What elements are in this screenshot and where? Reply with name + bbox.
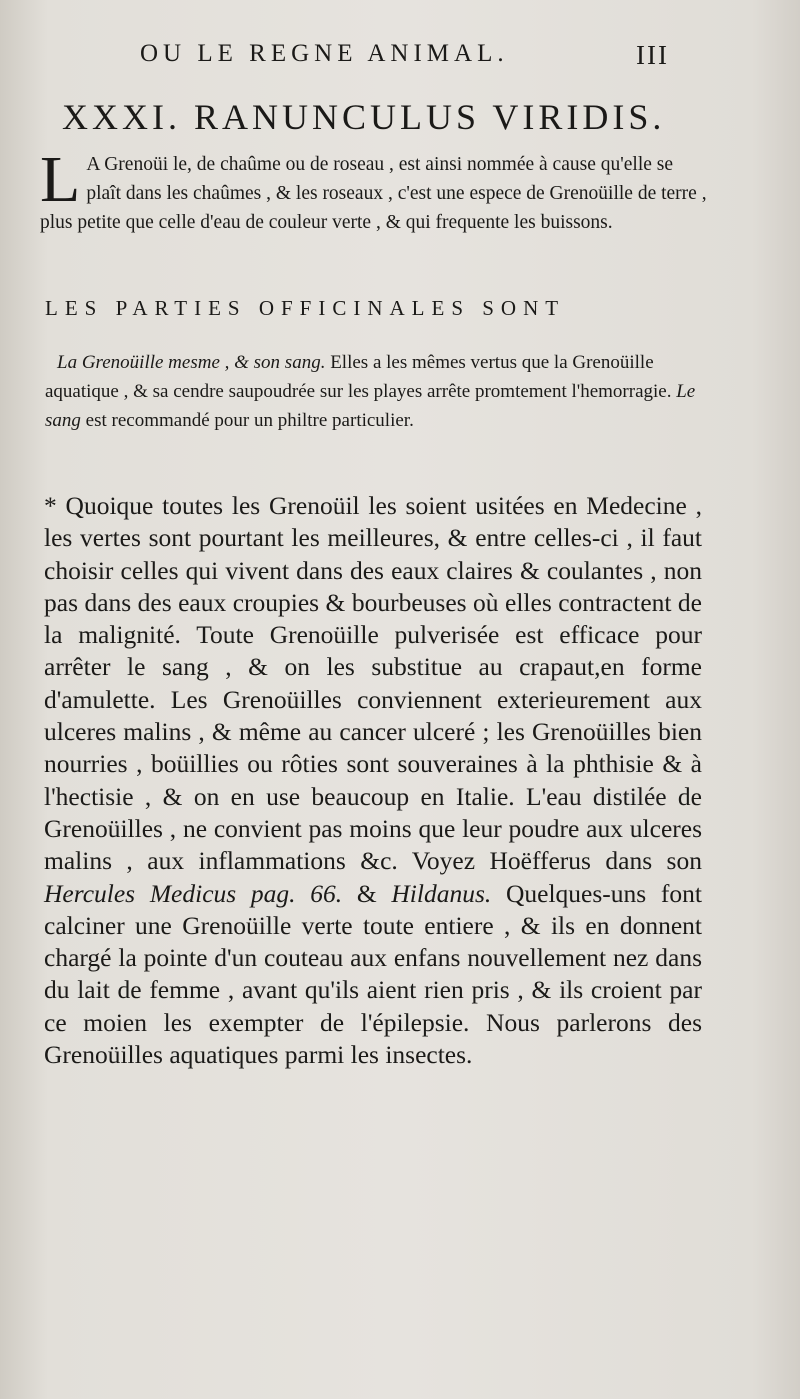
drop-cap: L [40, 143, 81, 216]
intro-text: A Grenoüi le, de chaûme ou de roseau , est ainsi nommée à cause qu'elle se plaît dans les chaûmes , & les roseaux , c'est une espece de Grenoüille de terre , plus petite que celle d'eau de couleur verte , & qui frequente les buissons. [40, 154, 707, 233]
annotation-paragraph [44, 490, 702, 1071]
note-text-2: & [342, 878, 392, 908]
section-heading: LES PARTIES OFFICINALES SONT [45, 296, 566, 320]
parts-italic-lead: La Grenoüille mesme , & son sang. [57, 352, 326, 373]
officinal-parts-paragraph [45, 348, 707, 435]
parts-text-2: est recommandé pour un philtre particulier. [80, 410, 414, 431]
parts-italic-mid: Le sang [45, 381, 696, 431]
page-number: III [636, 40, 669, 70]
note-citation-1: Hercules Medicus pag. 66. [44, 878, 343, 908]
note-citation-2: Hildanus. [391, 878, 492, 908]
parts-text-1: Elles a les mêmes vertus que la Grenoüille aquatique , & sa cendre saupoudrée sur les playes arrête promtement l'hemorragie. [45, 352, 677, 402]
note-text-1: * Quoique toutes les Grenoüil les soient usitées en Medecine , les vertes sont pourtant les meilleures, & entre celles-ci , il faut choisir celles qui vivent dans des eaux claires & coulantes , non pas dans des eaux croupies & bourbeuses où elles contractent de la malignité. Toute Grenoüille pulverisée est efficace pour arrêter le sang , & on les substitue au crapaut,en forme d'amulette. Les Grenoüilles conviennent exterieurement aux ulceres malins , & même au cancer ulceré ; les Grenoüilles bien nourries , boüillies ou rôties sont souveraines à la phthisie & à l'hectisie , & on en use beaucoup en Italie. L'eau distilée de Grenoüilles , ne convient pas moins que leur poudre aux ulceres malins , aux inflammations &c. Voyez Hoëfferus dans son [44, 491, 702, 876]
note-text-3: Quelques-uns font calciner une Grenoüille verte toute entiere , & ils en donnent chargé la pointe d'un couteau aux enfans nouvellement nez dans du lait de femme , avant qu'ils aient rien pris , & ils croient par ce moien les exempter de l'épilepsie. Nous parlerons des Grenoüilles aquatiques parmi les insectes. [44, 878, 702, 1070]
running-head: OU LE REGNE ANIMAL. [140, 40, 509, 67]
intro-paragraph [40, 143, 710, 237]
chapter-title: XXXI. RANUNCULUS VIRIDIS. [62, 97, 666, 137]
